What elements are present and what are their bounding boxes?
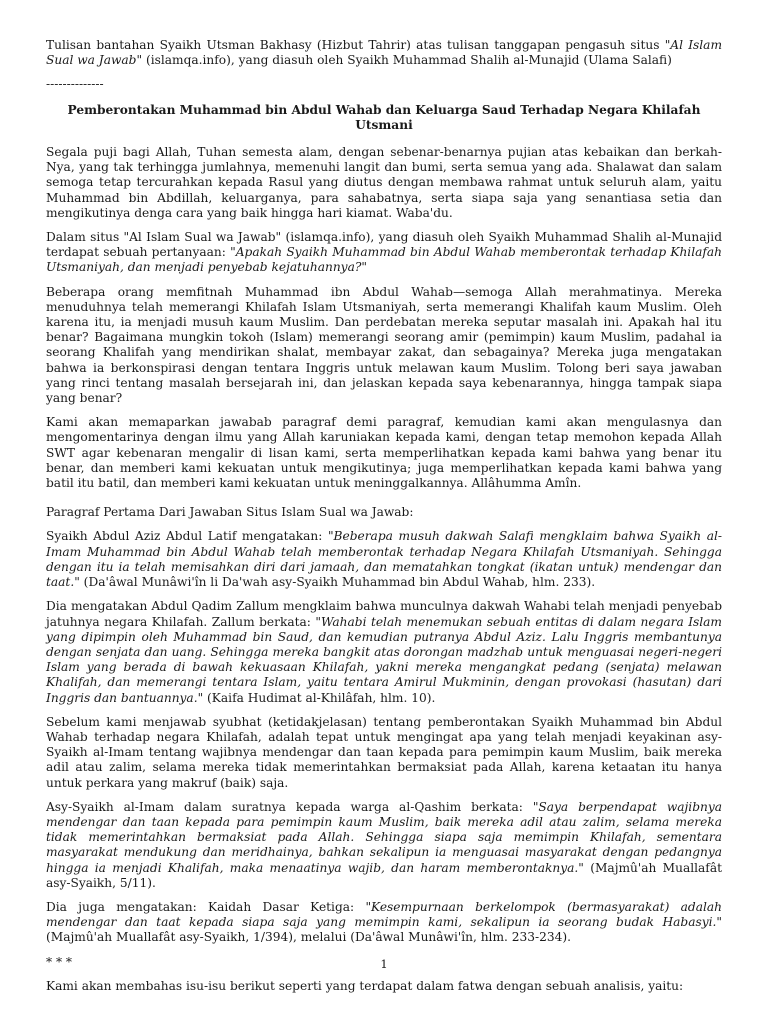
paragraph-6-citation: (Da'âwal Munâwi'în li Da'wah asy-Syaikh Muhammad bin Abdul Wahab, hlm. 233). [79, 575, 596, 590]
paragraph-7-text: Dia mengatakan Abdul Qadim Zallum mengklaim bahwa munculnya dakwah Wahabi telah menjadi penyebab jatuhnya negara Khilafah. Zallum berkata: [46, 599, 722, 629]
paragraph-6-quote: "Beberapa musuh dakwah Salafi mengklaim bahwa Syaikh al-Imam Muhammad bin Abdul Wahab telah memberontak terhadap Negara Khilafah Utsmaniyah. Sehingga dengan itu ia telah memisahkan diri dari jamaah, dan mematahkan tongkat (ikatan untuk) mendengar dan taat." [46, 529, 722, 590]
paragraph-9 [46, 800, 722, 891]
paragraph-9-quote: "Saya berpendapat wajibnya mendengar dan taan kepada para pemimpin kaum Muslim, baik mereka adil atau zalim, selama mereka tidak memerintahkan bermaksiat pada Allah. Sehingga siapa saja memimpin Khilafah, sementara masyarakat mendukung dan meridhainya, bahkan sekalipun ia menguasai masyarakat dengan pedangnya hingga ia menjadi Khalifah, maka menaatinya wajib, dan haram memberontaknya." [46, 799, 722, 875]
paragraph-7-quote: "Wahabi telah menemukan sebuah entitas di dalam negara Islam yang dipimpin oleh Muhammad bin Saud, dan kemudian putranya Abdul Aziz. Lalu Inggris membantunya dengan senjata dan uang. Sehingga mereka bangkit atas dorongan madzhab untuk menguasai negeri-negeri Islam yang berada di bawah kekuasaan Khilafah, yakni mereka mengangkat pedang (senjata) melawan Khalifah, dan memerangi tentara Islam, yaitu tentara Amirul Mukminin, dengan provokasi (hasutan) dari Inggris dan bantuannya." [46, 614, 722, 705]
paragraph-10-text: Dia juga mengatakan: Kaidah Dasar Ketiga: [46, 899, 366, 914]
paragraph-4: Kami akan memaparkan jawabab paragraf demi paragraf, kemudian kami akan mengulasnya dan mengomentarinya dengan ilmu yang Allah karuniakan kepada kami, dengan tetap memohon kepada Allah SWT agar kebenaran mengalir di lisan kami, serta memperlihatkan kepada kami bahwa yang benar itu benar, dan memberi kami kekuatan untuk mengikutinya; juga memperlihatkan kepada kami bahwa yang batil itu batil, dan memberi kami kekuatan untuk meninggalkannya. Allâhumma Amîn. [46, 415, 722, 491]
paragraph-10-citation: (Majmû'ah Muallafât asy-Syaikh, 1/394), melalui (Da'âwal Munâwi'în, hlm. 233-234). [46, 930, 572, 945]
section-divider: * * * [46, 954, 73, 969]
intro-site-name: "Al Islam Sual wa Jawab" [46, 38, 722, 68]
paragraph-3: Beberapa orang memfitnah Muhammad ibn Abdul Wahab—semoga Allah merahmatinya. Mereka menuduhnya telah memerangi Khilafah Islam Utsmaniyah, serta memerangi Khalifah kaum Muslim. Oleh karena itu, ia menjadi musuh kaum Muslim. Dan perdebatan mereka seputar masalah ini. Apakah hal itu benar? Bagaimana mungkin tokoh (Islam) memerangi seorang amir (pemimpin) kaum Muslim, padahal ia seorang Khalifah yang mendirikan shalat, membayar zakat, dan sebagainya? Mereka juga mengatakan bahwa ia berkonspirasi dengan tentara Inggris untuk melawan kaum Muslim. Tolong beri saya jawaban yang rinci tentang masalah bersejarah ini, dan jelaskan kepada saya kebenarannya, hingga tampak siapa yang benar? [46, 284, 722, 406]
paragraph-10 [46, 900, 722, 946]
paragraph-7-citation: (Kaifa Hudimat al-Khilâfah, hlm. 10). [203, 690, 436, 705]
paragraph-12: Kami akan membahas isu-isu berikut seperti yang terdapat dalam fatwa dengan sebuah analisis, yaitu: [46, 978, 684, 993]
paragraph-8: Sebelum kami menjawab syubhat (ketidakjelasan) tentang pemberontakan Syaikh Muhammad bin Abdul Wahab terhadap negara Khilafah, adalah tepat untuk mengingat apa yang telah menjadi keyakinan asy-Syaikh al-Imam tentang wajibnya mendengar dan taan kepada para pemimpin kaum Muslim, baik mereka adil atau zalim, selama mereka tidak memerintahkan bermaksiat pada Allah, karena ketaatan itu hanya untuk perkara yang makruf (baik) saja. [46, 714, 722, 790]
paragraph-9-citation: (Majmû'ah Muallafât asy-Syaikh, 5/11). [46, 860, 722, 890]
paragraph-6-text: Syaikh Abdul Aziz Abdul Latif mengatakan: [46, 529, 328, 544]
paragraph-10-quote: "Kesempurnaan berkelompok (bermasyarakat) adalah mendengar dan taat kepada siapa saja yang memimpin kami, sekalipun ia seorang budak Habasyi." [46, 899, 722, 930]
paragraph-2-question: "Apakah Syaikh Muhammad bin Abdul Wahab memberontak terhadap Khilafah Utsmaniyah, dan menjadi penyebab kejatuhannya?" [46, 245, 722, 275]
paragraph-6 [46, 529, 722, 590]
paragraph-2 [46, 230, 722, 276]
intro-paragraph [46, 38, 722, 68]
paragraph-2-text: Dalam situs "Al Islam Sual wa Jawab" (islamqa.info), yang diasuh oleh Syaikh Muhammad Shalih al-Munajid terdapat sebuah pertanyaan: [46, 230, 722, 260]
article-title: Pemberontakan Muhammad bin Abdul Wahab dan Keluarga Saud Terhadap Negara Khilafah Utsmani [67, 102, 701, 132]
paragraph-7 [46, 599, 722, 705]
separator-line: -------------- [46, 77, 104, 92]
intro-text-end: (islamqa.info), yang diasuh oleh Syaikh Muhammad Shalih al-Munajid (Ulama Salafi) [142, 53, 672, 68]
paragraph-5-heading: Paragraf Pertama Dari Jawaban Situs Islam Sual wa Jawab: [46, 505, 414, 520]
paragraph-9-text: Asy-Syaikh al-Imam dalam suratnya kepada warga al-Qashim berkata: [46, 799, 533, 814]
intro-text: Tulisan bantahan Syaikh Utsman Bakhasy (Hizbut Tahrir) atas tulisan tanggapan pengasuh situs [46, 38, 665, 52]
page-number: 1 [380, 957, 388, 971]
paragraph-1: Segala puji bagi Allah, Tuhan semesta alam, dengan sebenar-benarnya pujian atas kebaikan dan berkah-Nya, yang tak terhingga jumlahnya, memenuhi langit dan bumi, serta semua yang ada. Shalawat dan salam semoga tetap tercurahkan kepada Rasul yang diutus dengan membawa rahmat untuk seluruh alam, yaitu Muhammad bin Abdillah, keluarganya, para sahabatnya, serta siapa saja yang senantiasa setia dan mengikutinya denga cara yang baik hingga hari kiamat. Waba'du. [46, 145, 722, 220]
